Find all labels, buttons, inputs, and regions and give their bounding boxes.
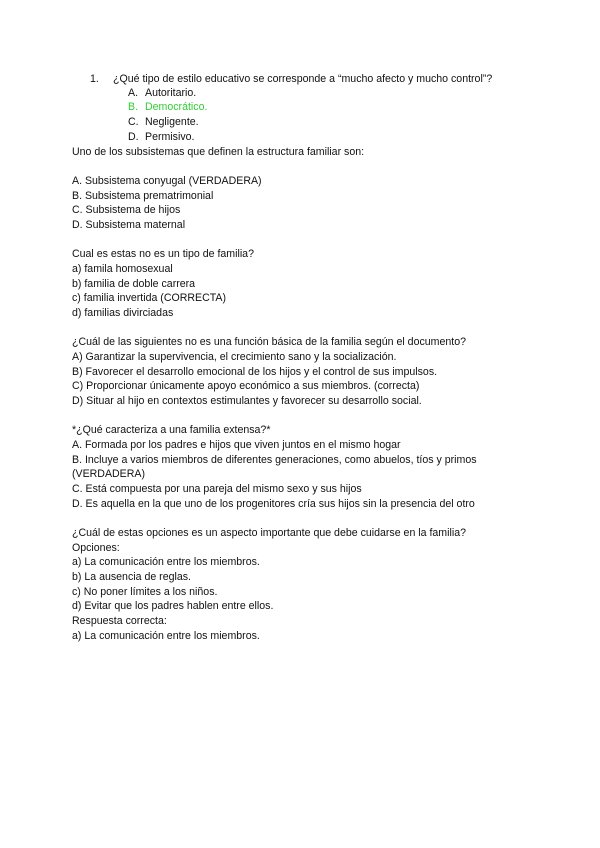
q1-option-a: A. Autoritario. <box>128 87 197 99</box>
q1-option-d: D. Permisivo. <box>128 131 195 143</box>
q1-option-c: C. Negligente. <box>128 116 199 128</box>
q3-option-c: c) familia invertida (CORRECTA) <box>72 292 227 304</box>
q4-question: ¿Cuál de las siguientes no es una función básica de la familia según el documento? <box>72 336 466 348</box>
q4-option-d: D) Situar al hijo en contextos estimulantes y favorecer su desarrollo social. <box>72 395 422 407</box>
q4-option-c: C) Proporcionar únicamente apoyo económico a sus miembros. (correcta) <box>72 380 420 392</box>
q5-question: *¿Qué caracteriza a una familia extensa?* <box>72 424 271 436</box>
q2-option-a: A. Subsistema conyugal (VERDADERA) <box>72 175 262 187</box>
q2-option-d: D. Subsistema maternal <box>72 219 186 231</box>
q1-question: ¿Qué tipo de estilo educativo se corresponde a “mucho afecto y mucho control”? <box>113 73 493 85</box>
q1-number: 1. <box>90 73 99 85</box>
q4-option-b: B) Favorecer el desarrollo emocional de los hijos y el control de sus impulsos. <box>72 366 438 378</box>
q6-option-c: c) No poner límites a los niños. <box>72 586 218 598</box>
q5-option-a: A. Formada por los padres e hijos que viven juntos en el mismo hogar <box>72 439 401 451</box>
q6-options-label: Opciones: <box>72 542 120 554</box>
q3-question: Cual es estas no es un tipo de familia? <box>72 248 254 260</box>
q6-answer: a) La comunicación entre los miembros. <box>72 630 260 642</box>
q6-answer-label: Respuesta correcta: <box>72 615 167 627</box>
q5-option-d: D. Es aquella en la que uno de los progenitores cría sus hijos sin la presencia del otro <box>72 498 475 510</box>
q5-option-b-continued: (VERDADERA) <box>72 468 145 480</box>
q2-option-b: B. Subsistema prematrimonial <box>72 190 214 202</box>
q1-question-line <box>90 72 492 86</box>
q6-option-d: d) Evitar que los padres hablen entre ellos. <box>72 600 274 612</box>
q5-option-c: C. Está compuesta por una pareja del mismo sexo y sus hijos <box>72 483 362 495</box>
q3-option-a: a) famila homosexual <box>72 263 173 275</box>
q2-question: Uno de los subsistemas que definen la estructura familiar son: <box>72 146 365 158</box>
q1-option-b-highlighted: B. Democrático. <box>128 101 208 113</box>
q4-option-a: A) Garantizar la supervivencia, el crecimiento sano y la socialización. <box>72 351 397 363</box>
q6-option-a: a) La comunicación entre los miembros. <box>72 556 260 568</box>
q6-option-b: b) La ausencia de reglas. <box>72 571 191 583</box>
q2-option-c: C. Subsistema de hijos <box>72 204 181 216</box>
q3-option-b: b) familia de doble carrera <box>72 278 196 290</box>
q5-option-b: B. Incluye a varios miembros de diferentes generaciones, como abuelos, tíos y primos <box>72 454 477 466</box>
q3-option-d: d) familias divirciadas <box>72 307 174 319</box>
q6-question: ¿Cuál de estas opciones es un aspecto importante que debe cuidarse en la familia? <box>72 527 466 539</box>
